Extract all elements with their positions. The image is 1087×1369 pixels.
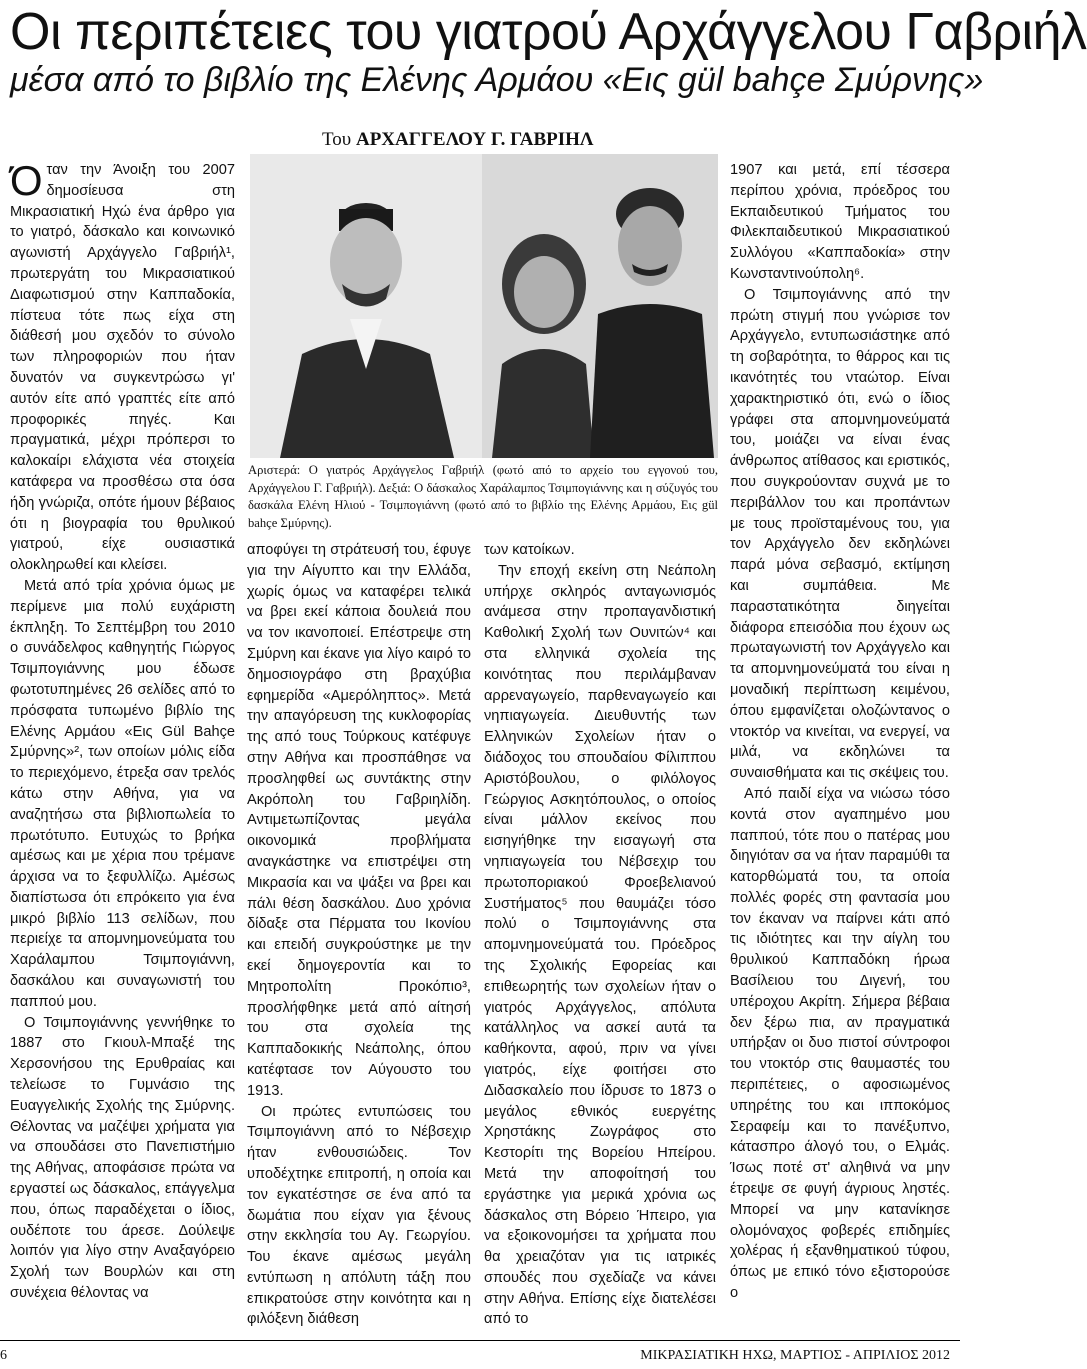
column-2 xyxy=(247,540,471,1330)
paragraph: αποφύγει τη στράτευσή του, έφυγε για την Αίγυπτο και την Ελλάδα, χωρίς όμως να καταφέρει τελικά να βρει εκεί κάποια δουλειά που να τον ικανοποιεί. Επέστρεψε στη Σμύρνη και έκανε για λίγο καιρό το δημοσιογράφο στη βραχύβια εφημερίδα «Αμερόληπτος». Μετά την απαγόρευση της κυκλοφορίας της από τους Τούρκους κατέφυγε στην Αθήνα και προσπάθησε να προσληφθεί ως συντάκτης στην Ακρόπολη του Γαβριηλίδη. Αντιμετωπίζοντας μεγάλα οικονομικά προβλήματα αναγκάστηκε να επιστρέψει στη Μικρασία και να ψάξει να βρει και πάλι θέση δασκάλου. Δυο χρόνια δίδαξε στα Πέρματα του Ικονίου και επειδή συγκρούστηκε με την εκεί δημογεροντία και το Μητροπολίτη Προκόπιο³, προσλήφθηκε μετά από αίτησή του στα σχολεία της Καππαδοκικής Νεάπολης, όπου κατέφτασε τον Αύγουστο του 1913. xyxy=(247,542,471,1099)
column-3 xyxy=(484,540,716,1330)
photo-caption: Αριστερά: Ο γιατρός Αρχάγγελος Γαβριήλ (φωτό από το αρχείο του εγγονού του, Αρχάγγελου Γ. Γαβριήλ). Δεξιά: Ο δάσκαλος Χαράλαμπος Τσιμπογιάννης και η σύζυγός του δασκάλα Ελένη Ηλιού - Τσιμπογιάννη (φωτό από το βιβλίο της Ελένης Αρμάου, Εις gül bahçe Σμύρνης). xyxy=(248,463,718,530)
portrait-photo-doctor xyxy=(250,154,482,458)
page-number: 6 xyxy=(0,1348,7,1363)
paragraph: Ο Τσιμπογιάννης γεννήθηκε το 1887 στο Γκιουλ-Μπαξέ της Χερσονήσου της Ερυθραίας και τελείωσε το Γυμνάσιο της Ευαγγελικής Σχολής της Σμύρνης. Θέλοντας να μαζέψει χρήματα για να σπουδάσει στο Πανεπιστήμιο της Αθήνας, αποφάσισε πρώτα να εργαστεί ως δάσκαλος, επάγγελμα που, όπως παραδέχεται ο ίδιος, ουδέποτε του άρεσε. Δούλεψε λοιπόν για λίγο στην Αναξαγόρειο Σχολή των Βουρλών και στη συνέχεια θέλοντας να xyxy=(10,1014,235,1302)
couple-photo xyxy=(482,154,718,458)
column-1 xyxy=(10,157,235,1304)
footer-divider xyxy=(0,1340,960,1341)
article-subtitle: μέσα από το βιβλίο της Ελένης Αρμάου «Εις gül bahçe Σμύρνης» xyxy=(10,61,984,99)
paragraph: των κατοίκων. xyxy=(484,542,575,558)
article-title: Οι περιπέτειες του γιατρού Αρχάγγελου Γαβριήλ xyxy=(10,3,1087,61)
author-prefix: Του xyxy=(322,129,352,150)
portrait-doctor-illustration xyxy=(250,154,482,458)
paragraph-text: ταν την Άνοιξη του 2007 δημοσίευσα στη Μικρασιατική Ηχώ ένα άρθρο για το γιατρό, δάσκαλο και κοινωνικό αγωνιστή Αρχάγγελο Γαβριήλ¹, πρωτεργάτη του Μικρασιατικού Διαφωτισμού στην Καππαδοκία, πίστευα τότε πως είχα στη διάθεσή μου σχεδόν το σύνολο των πληροφοριών που ήταν δυνατόν να συγκεντρώσω γι' αυτόν είτε από γραπτές είτε από προφορικές πηγές. Και πραγματικά, μέχρι πρόπερσι το καλοκαίρι ελάχιστα νέα στοιχεία κατάφερα να προσθέσω στα όσα ήδη γνώριζα, οπότε ήμουν βέβαιος ότι η βιογραφία του θρυλικού γιατρού, είχε ουσιαστικά ολοκληρωθεί και κλείσει. xyxy=(10,162,235,574)
author-name: ΑΡΧΑΓΓΕΛΟΥ Γ. ΓΑΒΡΙΗΛ xyxy=(355,129,594,150)
author-line xyxy=(322,128,594,152)
paragraph: Από παιδί είχα να νιώσω τόσο κοντά στον αγαπημένο μου παππού, τότε που ο πατέρας μου διηγιόταν σα να ήταν παραμύθι τα κατορθώματά του, τα οποία πολλές φορές στη φαντασία μου τον έκαναν να παίρνει κάτι από τις ιδιότητες και την αίγλη του θρυλικού Καππαδόκη ήρωα Βασίλειου του Διγενή, του υπέροχου Ακρίτη. Σήμερα βέβαια δεν ξέρω πια, αν πραγματικά υπήρξαν οι δυο πιστοί σύντροφοι του ντοκτόρ στις θαυμαστές του περιπέτειες, ο αφοσιωμένος υπηρέτης του και ιπποκόμος Σεραφείμ και το πανέξυπνο, κάτασπρο άλογό του, ο Ελμάς. Ίσως ποτέ στ' αληθινά να μην έτρεψε σε φυγή άγριους ληστές. Μπορεί να μην κατανίκησε ολομόναχος φοβερές επιδημίες χολέρας ή εξανθηματικού τύφου, όπως με επικό τόνο εξιστορούσε ο xyxy=(730,785,950,1302)
paragraph: 1907 και μετά, επί τέσσερα περίπου χρόνια, πρόεδρος του Εκπαιδευτικού Τμήματος του Φιλεκπαιδευτικού Μικρασιατικού Συλλόγου «Καππαδοκία» στην Κωνσταντινούπολη⁶. xyxy=(730,162,950,282)
column-4 xyxy=(730,160,950,1304)
paragraph: Την εποχή εκείνη στη Νεάπολη υπήρχε σκληρός ανταγωνισμός ανάμεσα στην προπαγανδιστική Καθολική Σχολή των Ουνιτών⁴ και στα ελληνικά σχολεία της κοινότητας που περιλάμβαναν αρρεναγωγείο, παρθεναγωγείο και νηπιαγωγεία. Διευθυντής των Ελληνικών Σχολείων ήταν ο διάδοχος του σπουδαίου Φίλιππου Αριστόβουλου, ο φιλόλογος Γεώργιος Ασκητόπουλος, ο οποίος είναι μάλλον εκείνος που εισηγήθηκε την εισαγωγή στα νηπιαγωγεία του Νέβσεχιρ του πρωτοποριακού Φροεβελιανού Συστήματος⁵ που θαυμάζει τόσο πολύ ο Τσιμπογιάννης στα απομνημονεύματά του. Πρόεδρος της Σχολικής Εφορείας και επιθεωρητής των σχολείων ήταν ο γιατρός Αρχάγγελος, απόλυτα κατάλληλος να ασκεί αυτά τα καθήκοντα, αφού, πριν να γίνει γιατρός, είχε φοιτήσει στο Διδασκαλείο που ίδρυσε το 1873 ο μεγάλος εθνικός ευεργέτης Χρηστάκης Ζωγράφος στο Κεστορίτι της Βορείου Ηπείρου. Μετά την αποφοίτησή του εργάστηκε για μερικά χρόνια ως δάσκαλος στη Βόρειο Ήπειρο, για να εξοικονομήσει τα χρήματα που θα χρειαζόταν για τις ιατρικές σπουδές που σχεδίαζε να κάνει στην Αθήνα. Επίσης είχε διατελέσει από το xyxy=(484,562,716,1328)
paragraph xyxy=(10,157,235,576)
couple-illustration xyxy=(482,154,718,458)
paragraph: Μετά από τρία χρόνια όμως με περίμενε μια πολύ ευχάριστη έκπληξη. Το Σεπτέμβρη του 2010 ο συνάδελφος καθηγητής Γιώργος Τσιμπογιάννης μου έδωσε φωτοτυπημένες 26 σελίδες από το πρόσφατα τυπωμένο βιβλίο της Ελένης Αρμάου «Εις Gül Bahçe Σμύρνης»², των οποίων μόλις είδα το περιεχόμενο, έτρεξα σαν τρελός κάτω στην Αθήνα, για να αναζητήσω στα βιβλιοπωλεία το πρωτότυπο. Ευτυχώς το βρήκα αμέσως και με χέρια που τρέμανε άρχισα να το ξεφυλλίζω. Αμέσως διαπίστωσα ότι επρόκειτο για ένα μικρό βιβλίο 113 σελίδων, που περιείχε τα απομνημονεύματα του Χαράλαμπου Τσιμπογιάννη, δασκάλου και συναγωνιστή του παππού μου. xyxy=(10,577,235,1010)
publication-line: ΜΙΚΡΑΣΙΑΤΙΚΗ ΗΧΩ, ΜΑΡΤΙΟΣ - ΑΠΡΙΛΙΟΣ 2012 xyxy=(640,1348,950,1363)
paragraph: Ο Τσιμπογιάννης από την πρώτη στιγμή που γνώρισε τον Αρχάγγελο, εντυπωσιάστηκε από τη σοβαρότητα, το θάρρος και τις ικανότητές του νταώτορ. Είναι χαρακτηριστικό ότι, ενώ ο ίδιος γράφει στα απομνημονεύματά του, μοιάζει να είναι ένας άνθρωπος ατίθασος και εριστικός, που συγκρούονταν συχνά με το περιβάλλον του και προπάντων με τους προϊσταμένους του, για τον Αρχάγγελο δεν εκδηλώνει παρά μόνα σεβασμό, εκτίμηση και συμπάθεια. Με παραστατικότητα διηγείται διάφορα επεισόδια που έχουν ως πρωταγωνιστή τον Αρχάγγελο και τα απομνημονεύματά του είναι η μοναδική περίπτωση κειμένου, όπου εμφανίζεται ολοζώντανος ο ντοκτόρ να κινείται, να ενεργεί, να μιλά, να εκδηλώνει τα συναισθήματα και τις σκέψεις του. xyxy=(730,286,950,782)
drop-cap: Ό xyxy=(10,157,43,204)
paragraph: Οι πρώτες εντυπώσεις του Τσιμπογιάννη από το Νέβσεχιρ ήταν ενθουσιώδεις. Τον υποδέχτηκε επιτροπή, η οποία και τον εγκατέστησε σε ένα από τα δωμάτια που είχαν για ξένους στην εκκλησία του Αγ. Γεωργίου. Του έκανε αμέσως μεγάλη εντύπωση η απόλυτη τάξη που επικρατούσε στην κοινότητα και η φιλόξενη διάθεση xyxy=(247,1103,471,1328)
